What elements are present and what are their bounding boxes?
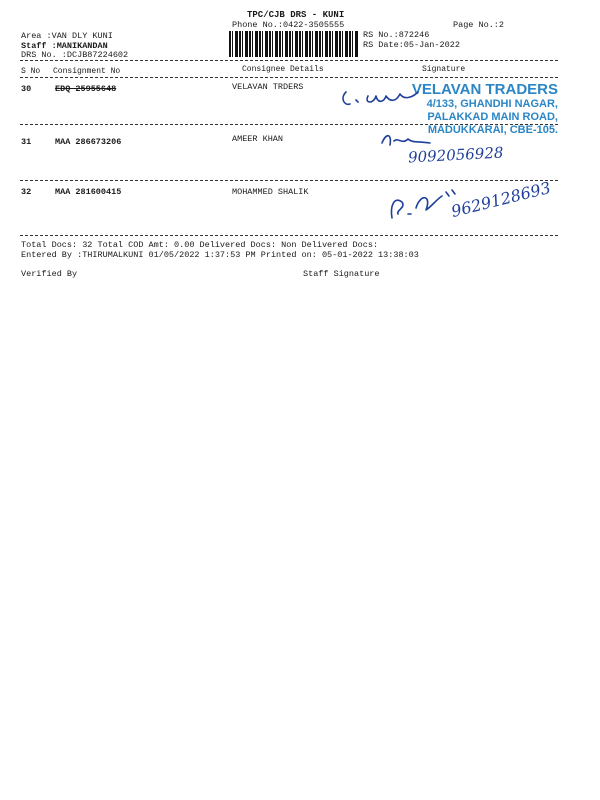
col-consignment: Consignment No xyxy=(53,67,121,76)
row-consignment: EDQ 25955648 xyxy=(55,84,117,94)
sheet-title: TPC/CJB DRS - KUNI xyxy=(247,10,345,20)
handwritten-phone: 9629128693 xyxy=(449,177,553,222)
drs-number: DRS No. :DCJB87224602 xyxy=(21,50,129,60)
divider xyxy=(20,180,558,181)
rs-number: RS No.:872246 xyxy=(363,30,430,40)
row-sno: 32 xyxy=(21,187,32,197)
col-sno: S No xyxy=(21,67,41,76)
divider xyxy=(20,124,558,125)
divider xyxy=(20,77,558,78)
page-number: Page No.:2 xyxy=(453,20,505,30)
rs-date: RS Date:05-Jan-2022 xyxy=(363,40,460,50)
stamp-line: VELAVAN TRADERS xyxy=(411,81,558,98)
row-consignee: VELAVAN TRDERS xyxy=(232,82,304,92)
handwritten-phone: 9092056928 xyxy=(407,143,504,167)
row-consignment: MAA 281600415 xyxy=(55,187,122,197)
row-consignee: AMEER KHAN xyxy=(232,134,284,144)
area-label: Area :VAN DLY KUNI xyxy=(21,31,113,41)
row-sno: 30 xyxy=(21,84,32,94)
row-consignment: MAA 286673206 xyxy=(55,137,122,147)
divider xyxy=(20,235,558,236)
staff-label: Staff :MANIKANDAN xyxy=(21,41,108,51)
col-signature: Signature xyxy=(422,65,466,74)
stamp-line: PALAKKAD MAIN ROAD, xyxy=(427,111,558,123)
phone-number: Phone No.:0422-3505555 xyxy=(232,20,345,30)
totals-line: Total Docs: 32 Total COD Amt: 0.00 Delivered Docs: Non Delivered Docs: xyxy=(21,240,379,250)
col-consignee: Consignee Details xyxy=(242,65,324,74)
row-consignee: MOHAMMED SHALIK xyxy=(232,187,309,197)
barcode xyxy=(229,31,359,57)
stamp-line: 4/133, GHANDHI NAGAR, xyxy=(426,98,558,110)
verified-by-label: Verified By xyxy=(21,269,78,279)
staff-signature-label: Staff Signature xyxy=(303,269,380,279)
row-sno: 31 xyxy=(21,137,32,147)
signature-30 xyxy=(338,86,428,112)
divider xyxy=(20,60,558,61)
stamp-line: MADUKKARAI, CBE-105. xyxy=(427,124,558,136)
entered-by-line: Entered By :THIRUMALKUNI 01/05/2022 1:37:53 PM Printed on: 05-01-2022 13:38:03 xyxy=(21,250,419,260)
